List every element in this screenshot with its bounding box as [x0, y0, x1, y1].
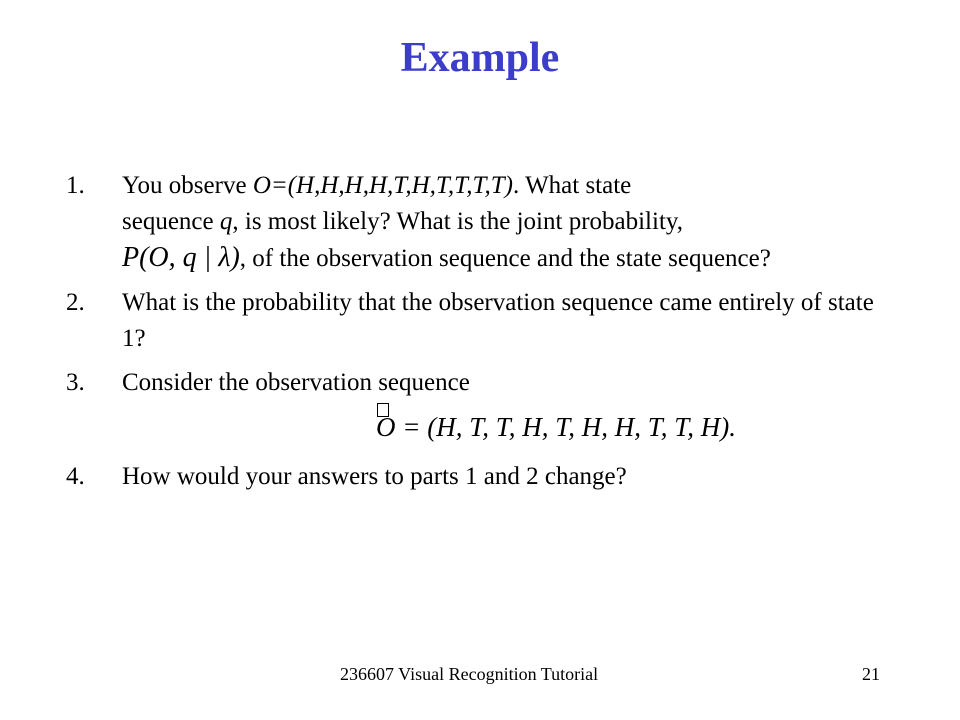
item-1-text-a: You observe — [122, 172, 253, 199]
item-number: 4. — [66, 463, 85, 490]
formula-rhs: = (H, T, T, H, T, H, H, T, T, H). — [395, 412, 736, 442]
item-number: 2. — [66, 289, 85, 316]
item-3-text: Consider the observation sequence — [122, 369, 470, 396]
observation-sequence: O=(H,H,H,H,T,H,T,T,T,T) — [252, 172, 514, 199]
footer-text: 236607 Visual Recognition Tutorial — [340, 664, 599, 684]
o-hat-symbol: O — [376, 409, 396, 445]
item-1-line-1 — [122, 168, 896, 204]
slide-title: Example — [400, 35, 560, 81]
item-1-text-c: sequence — [122, 208, 220, 235]
joint-probability-formula: P(O, q | λ) — [122, 242, 240, 273]
item-4-text: How would your answers to parts 1 and 2 change? — [122, 463, 627, 490]
state-sequence-symbol: q — [219, 208, 233, 235]
item-1-line-2 — [122, 204, 896, 240]
item-1-text-e: , of the observation sequence and the state sequence? — [239, 245, 771, 272]
item-1-text-d: , is most likely? What is the joint probability, — [232, 208, 684, 235]
item-number: 1. — [66, 172, 85, 199]
formula-line — [66, 409, 896, 447]
list-item-2 — [66, 285, 896, 357]
list-item-1 — [66, 168, 896, 277]
item-1-text-b: . What state — [513, 172, 632, 199]
item-2-text: What is the probability that the observation sequence came entirely of state 1? — [122, 289, 874, 352]
slide-body — [66, 168, 896, 503]
list-item-3 — [66, 365, 896, 401]
item-1-line-3 — [122, 240, 896, 277]
page-number: 21 — [862, 664, 880, 684]
observation-formula — [226, 409, 736, 445]
list-item-4 — [66, 459, 896, 495]
item-number: 3. — [66, 369, 85, 396]
